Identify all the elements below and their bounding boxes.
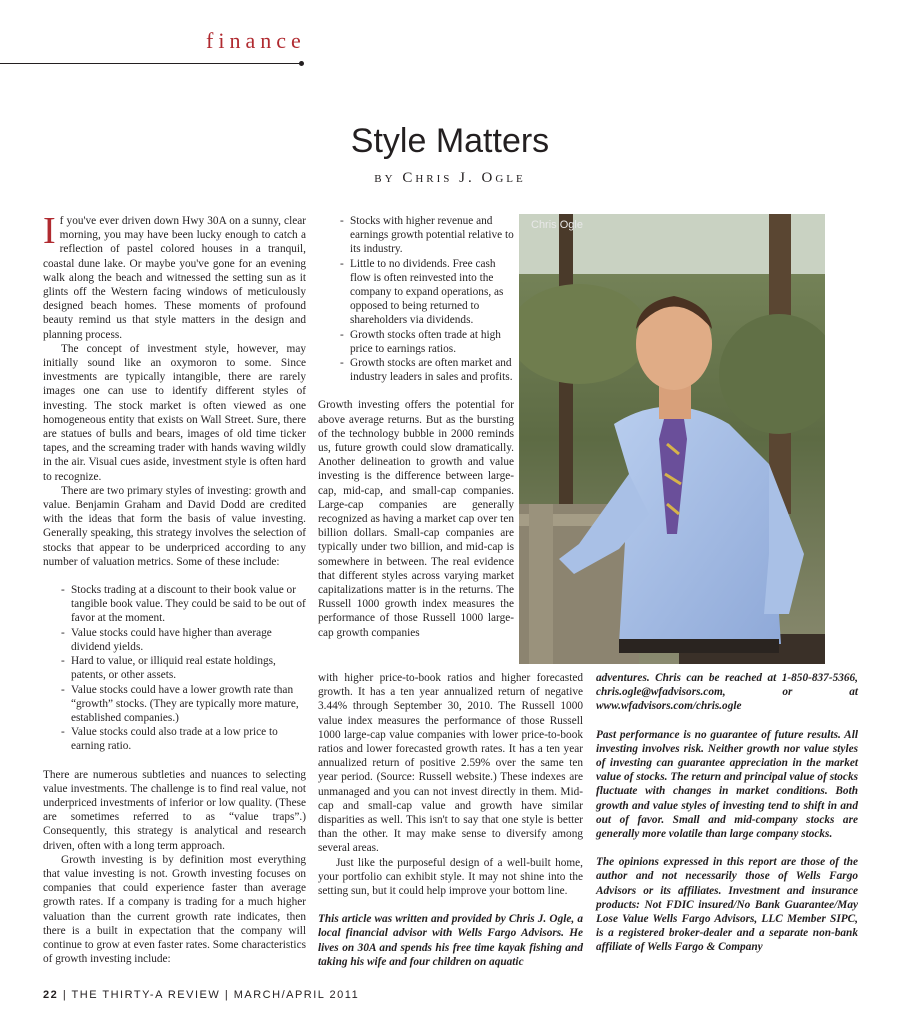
photo-credit: Chris Ogle bbox=[531, 219, 583, 231]
footer-separator: | bbox=[62, 989, 68, 1001]
article-title: Style Matters bbox=[350, 122, 550, 160]
list-item: - Stocks trading at a discount to their book value or tangible book value. They could be said to be out of favor at the moment. bbox=[61, 583, 306, 626]
paragraph: with higher price-to-book ratios and higher forecasted growth. It has a ten year annualized return of negative 3.44% through September 30, 2010. The Russell 1000 value index measures the performance of those Russell 1000 large-cap value companies with lower price-to-book ratios and lower forecasted growth rates. It has a ten year annualized return of positive 2.59% over the same ten year period. (Source: Russell website.) These indexes are unmanaged and you can not invest directly in them. Mid-cap and small-cap value and growth have similar disparities as well. This isn't to say that one style is better than the other. It may make sense to diversify among several areas. bbox=[318, 672, 583, 855]
publication-name: THE THIRTY-A REVIEW bbox=[71, 989, 221, 1001]
article-column-2 bbox=[318, 214, 514, 640]
disclaimer: Past performance is no guarantee of future results. All investing involves risk. Neither growth nor value styles of investing can guarantee appreciation in the market value of stocks. The return and principal value of stocks fluctuate with changes in market conditions. Both growth and value styles of investing tend to shift in and out of favor. Small and mid-company stocks are generally more volatile than large company stocks. bbox=[596, 728, 858, 841]
list-item: - Hard to value, or illiquid real estate holdings, patents, or other assets. bbox=[61, 654, 306, 682]
issue-date: MARCH/APRIL 2011 bbox=[233, 989, 360, 1001]
section-divider-dot bbox=[299, 61, 304, 66]
section-divider bbox=[0, 63, 302, 64]
list-item: - Value stocks could have a lower growth rate than “growth” stocks. (They are typically more mature, established companies.) bbox=[61, 683, 306, 726]
article-column-3 bbox=[596, 671, 858, 955]
list-item: - Little to no dividends. Free cash flow is often reinvested into the company to expand operations, as opposed to being returned to shareholders via dividends. bbox=[340, 257, 514, 328]
author-portrait-image bbox=[519, 214, 825, 664]
page-footer bbox=[43, 989, 359, 1001]
growth-characteristics-list bbox=[318, 214, 514, 384]
value-characteristics-list bbox=[43, 583, 306, 753]
article-byline: by Chris J. Ogle bbox=[374, 170, 526, 186]
list-item: - Value stocks could also trade at a low price to earning ratio. bbox=[61, 725, 306, 753]
footer-separator: | bbox=[224, 989, 230, 1001]
disclaimer: The opinions expressed in this report are those of the author and not necessarily those of Wells Fargo Advisors or its affiliates. Investment and insurance products: Not FDIC insured/No Bank Guarantee/May Lose Value Wells Fargo Advisors, LLC Member SIPC, is a registered broker-dealer and a separate non-bank affiliate of Wells Fargo & Company bbox=[596, 856, 858, 954]
paragraph: Growth investing is by definition most everything that value investing is not. Growth investing focuses on companies that could experience faster than average growth rates. If a company is trading for a much higher valuation than the current growth rate indicates, then there is a built in expectation that the company will continue to grow at even faster rates. Some characteristics of growth investing include: bbox=[43, 853, 306, 966]
article-column-1 bbox=[43, 210, 306, 966]
paragraph: The concept of investment style, however, may initially sound like an oxymoron to some. Since investments are typically intangible, there are rarely images one can use to identify different styles of investing. The stock market is often viewed as one homogeneous entity that exists on Wall Street. Sure, there are statues of bulls and bears, images of old time ticker tapes, and the screaming trader with hands waving wildly in the air. Visual cues aside, investment style is often hard to recognize. bbox=[43, 342, 306, 483]
page-number: 22 bbox=[43, 989, 59, 1001]
author-bio: This article was written and provided by Chris J. Ogle, a local financial advisor with Wells Fargo Advisors. He lives on 30A and spends his free time kayak fishing and taking his wife and four children on aquatic bbox=[318, 913, 583, 968]
list-item: - Stocks with higher revenue and earnings growth potential relative to its industry. bbox=[340, 214, 514, 257]
paragraph: There are two primary styles of investing: growth and value. Benjamin Graham and David Dodd are credited with the ideas that form the basis of value investing. Generally speaking, this strategy involves the selection of stocks that appear to be underpriced according to any number of valuation metrics. Some of these include: bbox=[43, 484, 306, 568]
list-item: - Growth stocks are often market and industry leaders in sales and profits. bbox=[340, 356, 514, 384]
paragraph: f you've ever driven down Hwy 30A on a sunny, clear morning, you may have been lucky enough to catch a reflection of pastel colored houses in a tranquil, coastal dune lake. Or maybe you've gone for an evening walk along the beach and witnessed the setting sun as it glints off the Western facing windows of meticulously designed beach homes. These moments of profound beauty remind us that style matters in the design and planning process. bbox=[43, 215, 306, 341]
list-item: - Growth stocks often trade at high price to earnings ratios. bbox=[340, 328, 514, 356]
section-label: finance bbox=[206, 28, 306, 53]
drop-cap: I bbox=[43, 210, 56, 252]
paragraph: Just like the purposeful design of a well-built home, your portfolio can exhibit style. It may not shine into the setting sun, but it could help improve your bottom line. bbox=[318, 856, 583, 898]
paragraph: Growth investing offers the potential for above average returns. But as the bursting of the technology bubble in 2000 reminds us, future growth could slow dramatically. Another delineation to growth and value investing is the difference between large-cap, mid-cap, and small-cap companies. Large-cap companies are generally recognized as having a market cap over ten billion dollars. Small-cap companies are typically under two billion, and mid-cap is somewhere in between. The real evidence that different styles across varying market capitalizations matter is in the returns. The Russell 1000 growth index measures the performance of those Russell 1000 large-cap growth companies bbox=[318, 399, 514, 639]
author-bio-continued: adventures. Chris can be reached at 1-850-837-5366, chris.ogle@wfadvisors.com, or at www.wfadvisors.com/chris.ogle bbox=[596, 672, 858, 713]
paragraph: There are numerous subtleties and nuances to selecting value investments. The challenge is to find real value, not underpriced investments of inferior or low quality. (These are sometimes referred to as “value traps”.) Consequently, this strategy is analytical and research driven, often with a long term approach. bbox=[43, 768, 306, 852]
author-photo bbox=[519, 214, 825, 664]
list-item: - Value stocks could have higher than average dividend yields. bbox=[61, 626, 306, 654]
article-column-2-lower bbox=[318, 671, 583, 969]
